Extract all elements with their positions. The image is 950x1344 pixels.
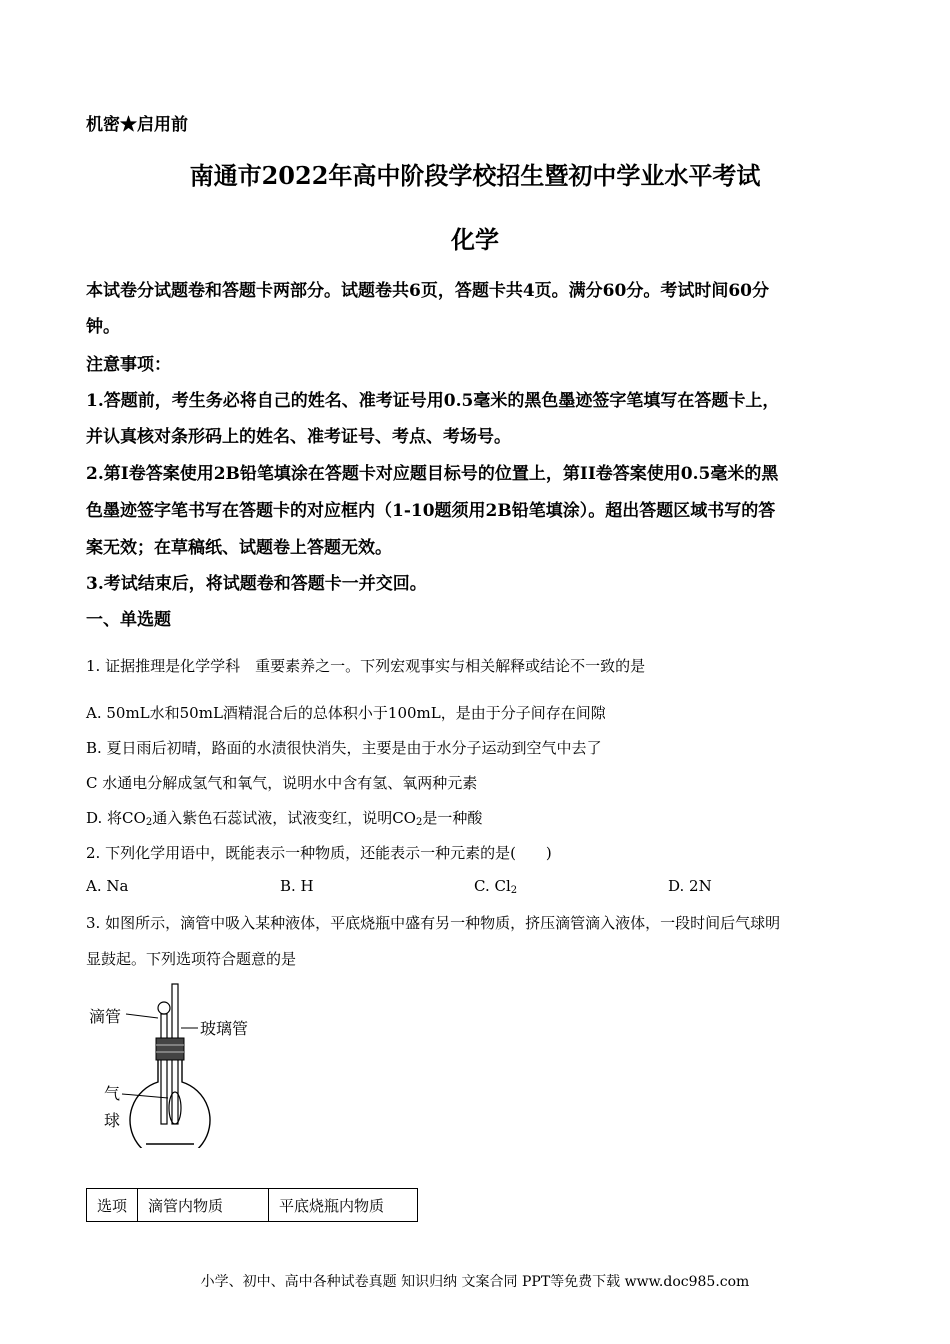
balloon-label-2: 球 [104, 1111, 121, 1130]
q2-option-a: A. Na [86, 877, 129, 895]
notice-intro-line-1: 本试卷分试题卷和答题卡两部分。试题卷共6页，答题卡共4页。满分60分。考试时间60分 [86, 281, 769, 301]
q3-stem-line-2: 显鼓起。下列选项符合题意的是 [86, 950, 297, 968]
dropper-bulb [158, 1002, 170, 1014]
q3-options-table [86, 1188, 418, 1222]
notice-intro-line-2: 钟。 [86, 317, 120, 337]
section-title: 一、单选题 [86, 610, 171, 630]
footer-text: 小学、初中、高中各种试卷真题 知识归纳 文案合同 PPT等免费下载 www.doc985.com [200, 1274, 750, 1290]
notice-item-3: 3.考试结束后，将试题卷和答题卡一并交回。 [86, 574, 427, 594]
notice-item-2-line-3: 案无效；在草稿纸、试题卷上答题无效。 [86, 538, 392, 558]
apparatus-figure [86, 978, 286, 1148]
dropper-stem [161, 1014, 167, 1124]
exam-title: 南通市2022年高中阶段学校招生暨初中学业水平考试 [189, 161, 761, 190]
table-header-row [87, 1189, 418, 1222]
q2-option-c: C. $Cl_2$ [474, 877, 518, 896]
confidential-label: 机密★启用前 [86, 115, 188, 135]
notice-heading: 注意事项： [86, 355, 171, 375]
q2-option-b: B. H [280, 877, 314, 895]
notice-item-2-line-1: 2.第I卷答案使用2B铅笔填涂在答题卡对应题目标号的位置上，第II卷答案使用0.5毫米的黑 [86, 464, 779, 484]
table-header-cell: 滴管内物质 [138, 1189, 269, 1222]
q3-stem-line-1: 3. 如图所示，滴管中吸入某种液体，平底烧瓶中盛有另一种物质，挤压滴管滴入液体，一段时间后气球明 [86, 914, 781, 932]
balloon-label-1: 气 [104, 1084, 121, 1103]
subject-title: 化学 [451, 225, 499, 254]
flat-bottom-flask [130, 1060, 210, 1148]
dropper-label: 滴管 [89, 1007, 122, 1026]
table-header-cell: 平底烧瓶内物质 [269, 1189, 418, 1222]
notice-item-1-line-1: 1.答题前，考生务必将自己的姓名、准考证号用0.5毫米的黑色墨迹签字笔填写在答题卡上， [86, 391, 780, 411]
q1-stem: 1. 证据推理是化学学科 重要素养之一。下列宏观事实与相关解释或结论不一致的是 [86, 657, 646, 675]
q1-option-c: C 水通电分解成氢气和氧气，说明水中含有氢、氧两种元素 [86, 774, 478, 792]
balloon [169, 1092, 181, 1124]
q2-option-d: D. 2N [668, 877, 712, 895]
q1-option-b: B. 夏日雨后初晴，路面的水渍很快消失，主要是由于水分子运动到空气中去了 [86, 739, 602, 757]
q1-option-a: A. 50mL水和50mL酒精混合后的总体积小于100mL，是由于分子间存在间隙 [86, 704, 606, 722]
notice-item-1-line-2: 并认真核对条形码上的姓名、准考证号、考点、考场号。 [86, 427, 511, 447]
q2-stem: 2. 下列化学用语中，既能表示一种物质，还能表示一种元素的是( ) [86, 844, 552, 862]
rubber-stopper [156, 1038, 184, 1060]
notice-item-2-line-2: 色墨迹签字笔书写在答题卡的对应框内（1-10题须用2B铅笔填涂）。超出答题区域书写的答 [86, 501, 776, 521]
q1-option-d: D. 将$CO_2$通入紫色石蕊试液，试液变红，说明$CO_2$是一种酸 [86, 809, 483, 828]
glass-tube-label: 玻璃管 [200, 1019, 249, 1038]
table-header-cell: 选项 [87, 1189, 138, 1222]
